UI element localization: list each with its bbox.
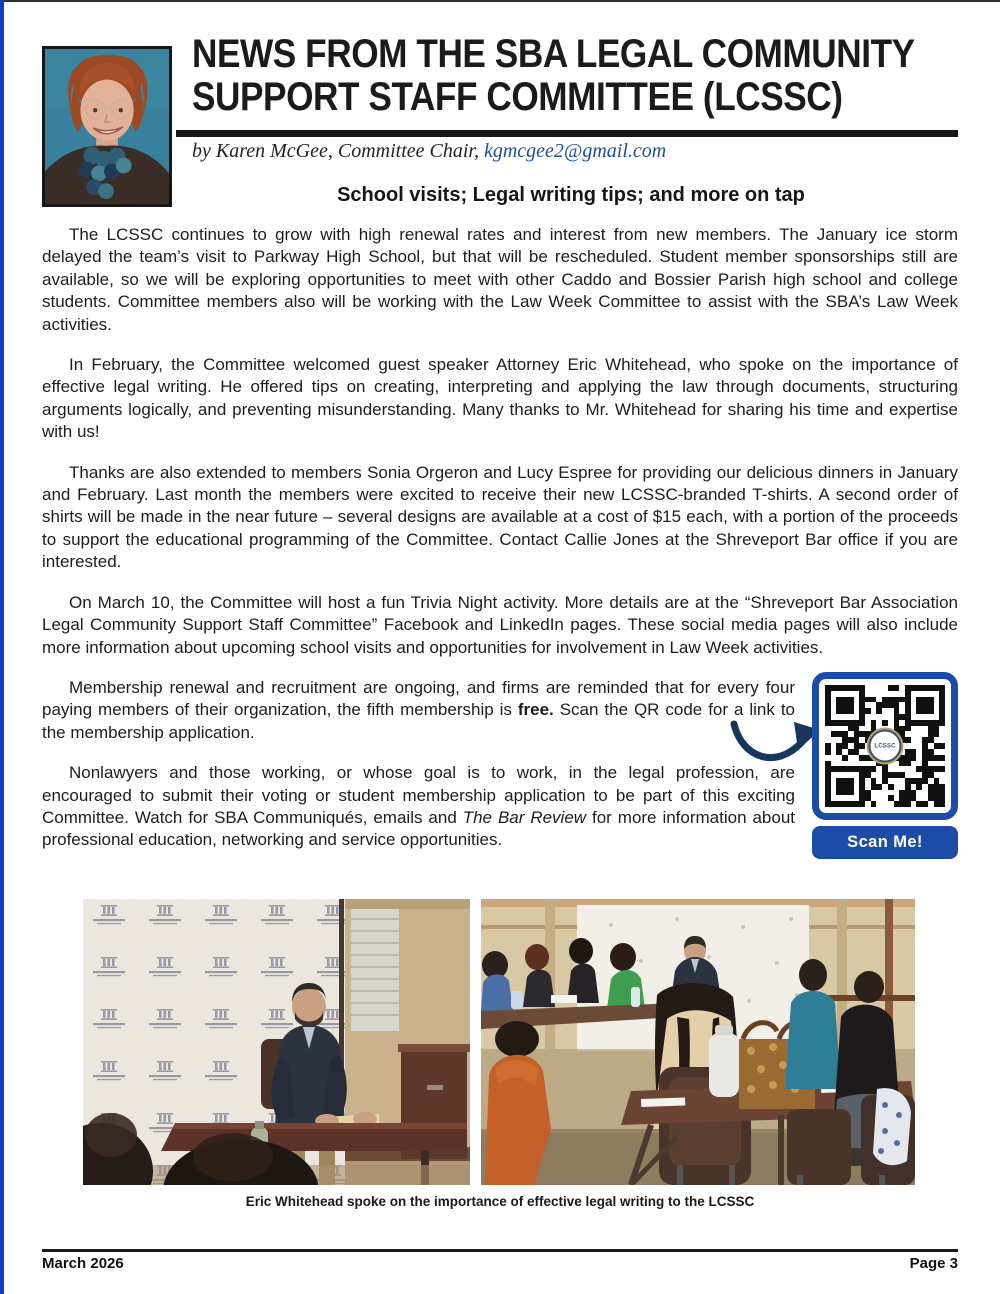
photo-caption: Eric Whitehead spoke on the importance of effective legal writing to the LCSSC <box>245 1194 755 1209</box>
qr-code <box>812 672 958 820</box>
footer-page-number: Page 3 <box>909 1255 958 1272</box>
photo-eric-whitehead-speaking <box>83 899 470 1185</box>
byline-text: by Karen McGee, Committee Chair, <box>192 140 484 162</box>
photo-lcssc-audience <box>481 899 915 1185</box>
page-title-line1: NEWS FROM THE SBA LEGAL COMMUNITY <box>192 32 915 76</box>
article-paragraph: On March 10, the Committee will host a fun Trivia Night activity. More details are at the “Shreveport Bar Association Legal Community Support Staff Committee” Facebook and LinkedIn pages. These social media pages will also include more information about upcoming school visits and opportunities for involvement in Law Week activities. <box>42 592 958 657</box>
photo-row <box>83 899 915 1185</box>
article-subhead: School visits; Legal writing tips; and more on tap <box>337 184 805 206</box>
byline <box>192 140 666 163</box>
headline-rule <box>176 130 958 137</box>
article-paragraph: Thanks are also extended to members Sonia Orgeron and Lucy Espree for providing our delicious dinners in January and February. Last month the members were excited to receive their new LCSSC-branded T-shirts. A second order of shirts will be made in the near future – several designs are available at a cost of $15 each, with a portion of the proceeds to support the educational programming of the Committee. Contact Callie Jones at the Shreveport Bar office if you are interested. <box>42 462 958 572</box>
footer <box>42 1255 958 1272</box>
article-paragraph: In February, the Committee welcomed guest speaker Attorney Eric Whitehead, who spoke on the importance of effective legal writing. He offered tips on creating, interpreting and applying the law through documents, structuring arguments logically, and preventing misunderstanding. Many thanks to Mr. Whitehead for sharing his time and expertise with us! <box>42 355 958 442</box>
article-paragraph: The LCSSC continues to grow with high renewal rates and interest from new members. The January ice storm delayed the team’s visit to Parkway High School, but that will be rescheduled. Student member sponsorships still are available, so we will be exploring opportunities to meet with other Caddo and Bossier Parish high school and college students. Committee members also will be working with the Law Week Committee to assist with the SBA’s Law Week activities. <box>42 225 958 334</box>
article-paragraph: Nonlawyers and those working, or whose goal is to work, in the legal profession, are encouraged to submit their voting or student membership application to be part of this exciting Committee. Watch for SBA Communiqués, emails and The Bar Review for more information about professional education, networking and service opportunities. <box>42 763 796 850</box>
portrait-illustration <box>45 49 169 204</box>
byline-email-link[interactable]: kgmcgee2@gmail.com <box>483 140 667 162</box>
page-title <box>192 33 1000 119</box>
page-title-line2: SUPPORT STAFF COMMITTEE (LCSSC) <box>192 75 843 119</box>
lcssc-seal-logo: LCSSC <box>869 730 902 763</box>
page-left-edge <box>0 0 4 1294</box>
page-top-edge <box>0 0 1000 2</box>
article-paragraph: Membership renewal and recruitment are ongoing, and firms are reminded that for every four paying members of their organization, the fifth membership is free. Scan the QR code for a link to the membership application. <box>42 677 796 742</box>
scan-me-label: Scan Me! <box>812 826 958 859</box>
qr-pointer-arrow-icon <box>728 716 820 776</box>
chair-portrait-photo <box>42 46 172 207</box>
footer-rule <box>42 1249 958 1252</box>
footer-issue-date: March 2026 <box>42 1255 124 1272</box>
membership-qr-block <box>812 672 958 859</box>
